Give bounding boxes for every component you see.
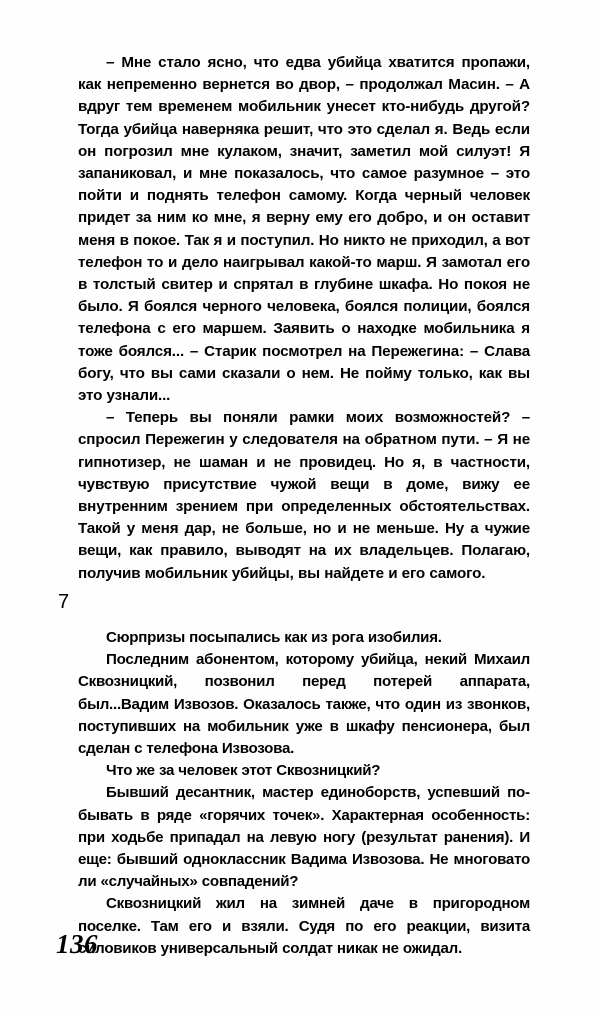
paragraph: – Мне стало ясно, что едва убийца хватится пропажи, как непременно вернется во двор, – продолжал Масин. – А вдруг тем временем мобильник унесет кто-нибудь другой? Тогда убийца наверняка решит, что это сделал я. Ведь если он погрозил мне кулаком, значит, заметил мой силуэт! Я запаниковал, и мне показалось, что самое разумное – это пойти и поднять телефон самому. Когда черный человек придет за ним ко мне, я верну ему его добро, и он оставит меня в покое. Так я и поступил. Но никто не приходил, а вот телефон то и дело наигрывал какой-то марш. Я замотал его в толстый свитер и спрятал в глубине шкафа. Но покоя не было. Я боялся черного человека, боялся полиции, боялся телефона с его маршем. Заявить о находке мобильника я тоже боялся... – Старик посмотрел на Пережегина: – Слава богу, что вы сами сказали о нем. Не пойму только, как вы это узнали... — [78, 54, 530, 405]
paragraph: Сквозницкий жил на зимней даче в пригородном поселке. Там его и взяли. Судя по его реакции, визита силовиков универсальный солдат никак не ожидал. — [78, 895, 530, 957]
chapter-number: 7 — [58, 591, 70, 613]
paragraph: Бывший десантник, мастер единоборств, успевший побывать в ряде «горячих точек». Характерная особенность: при ходьбе припадал на левую ногу (результат ранения). И еще: бывший одноклассник Вадима Извозова. Не многовато ли «случайных» совпадений? — [78, 784, 530, 891]
paragraph: Сюрпризы посыпались как из рога изобилия. — [106, 629, 442, 646]
text-block-upper — [78, 52, 530, 585]
text-block-lower — [78, 627, 530, 960]
page-number: 136 — [56, 929, 98, 959]
paragraph: Что же за человек этот Сквозницкий? — [106, 762, 381, 780]
paragraph: – Теперь вы поняли рамки моих возможностей? – спросил Пережегин у следователя на обратном пути. – Я не гипнотизер, не шаман и не провидец. Но я, в частности, чувствую присутствие чужой вещи в доме, вижу ее внутренним зрением при определенных обстоятельствах. Такой у меня дар, не больше, но и не меньше. Ну а чужие вещи, как правило, выводят на их владельцев. Полагаю, получив мобильник убийцы, вы найдете и его самого. — [78, 409, 530, 582]
paragraph: Последним абонентом, которому убийца, некий Михаил Сквозницкий, позвонил перед потерей аппарата, был...Вадим Извозов. Оказалось также, что один из звонков, поступивших на мобильник уже в шкафу пенсионера, был сделан с телефона Извозова. — [78, 651, 530, 758]
